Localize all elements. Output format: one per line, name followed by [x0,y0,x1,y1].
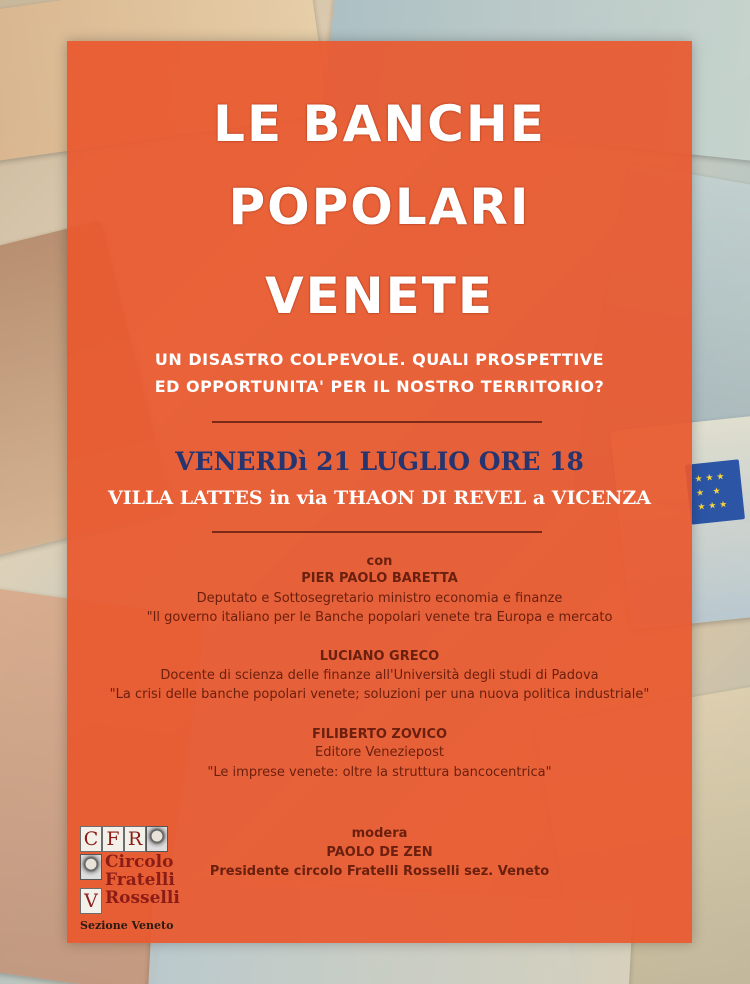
logo-letter: R [124,826,146,852]
logo-letter: C [80,826,102,852]
speaker-name: FILIBERTO ZOVICO [311,727,448,742]
event-venue: VILLA LATTES in via THAON DI REVEL a VICENZA [108,487,651,509]
subtitle-line-1: UN DISASTRO COLPEVOLE. QUALI PROSPETTIVE [154,350,605,369]
logo-word: Rosselli [105,888,180,908]
logo-word: Fratelli [105,870,175,890]
speaker-talk: "Il governo italiano per le Banche popolari venete tra Europa e mercato [146,610,613,625]
title-line-1: LE BANCHE [213,95,546,153]
divider [212,531,542,533]
title-line-3: VENETE [264,267,495,325]
logo-section: Sezione Veneto [80,919,174,932]
poster-panel [67,41,692,943]
logo-word: Circolo [105,852,174,872]
portrait-icon [146,826,168,852]
speaker-talk: "La crisi delle banche popolari venete; soluzioni per una nuova politica industriale" [109,687,650,702]
speaker-role: Deputato e Sottosegretario ministro economia e finanze [196,591,563,606]
title-line-2: POPOLARI [228,178,531,236]
eu-flag-icon [685,459,745,524]
logo-letter: V [80,888,102,914]
logo-letter: F [102,826,124,852]
event-date: VENERDì 21 LUGLIO ORE 18 [175,447,584,476]
with-label: con [366,554,393,569]
subtitle-line-2: ED OPPORTUNITA' PER IL NOSTRO TERRITORIO? [154,377,605,396]
moderator-label: modera [351,826,408,841]
speaker-name: LUCIANO GRECO [319,649,440,664]
moderator-role: Presidente circolo Fratelli Rosselli sez. Veneto [209,864,550,879]
speaker-talk: "Le imprese venete: oltre la struttura bancocentrica" [207,765,552,780]
moderator-name: PAOLO DE ZEN [326,845,433,860]
divider [212,421,542,423]
cfr-logo [80,826,192,936]
speaker-role: Editore Veneziepost [315,745,444,760]
portrait-icon [80,854,102,880]
speaker-name: PIER PAOLO BARETTA [301,571,458,586]
speaker-role: Docente di scienza delle finanze all'Università degli studi di Padova [160,668,599,683]
